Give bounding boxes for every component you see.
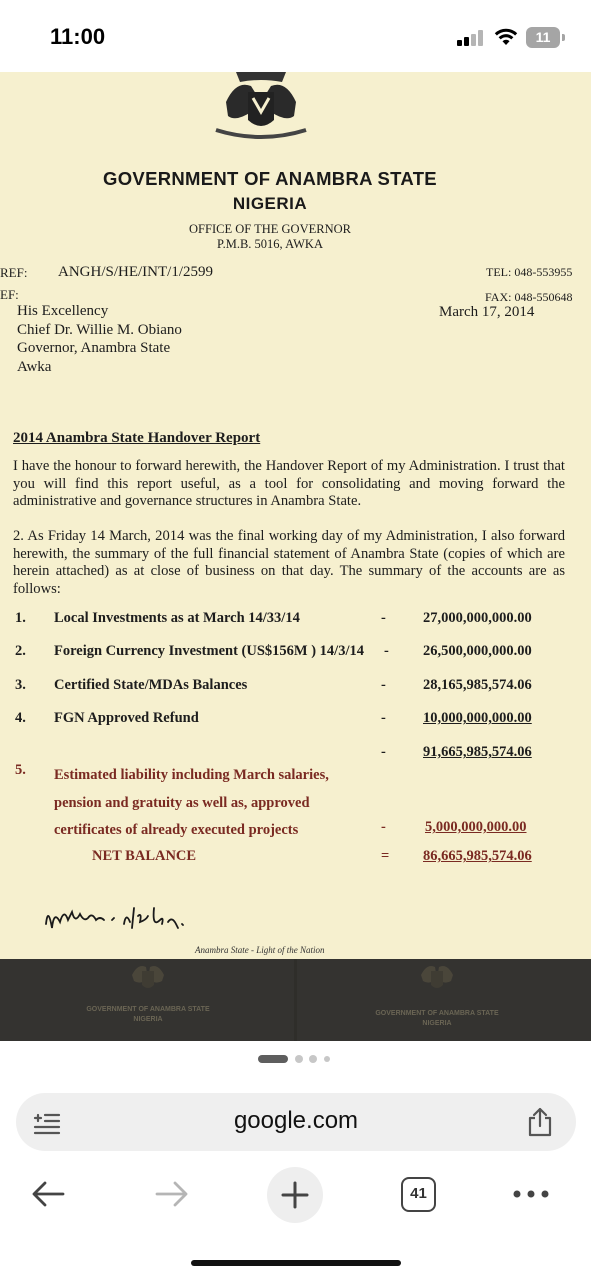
paragraph-1: I have the honour to forward herewith, the Handover Report of my Administration. I trust that you will find this report useful, as a tool for consolidating and moving forward the administrative and governance structures in Anambra State. [13, 458, 565, 509]
row-amount: 27,000,000,000.00 [423, 610, 532, 626]
cellular-signal-icon [457, 30, 485, 46]
url-text[interactable]: google.com [233, 1107, 359, 1134]
letterhead-title: GOVERNMENT OF ANAMBRA STATE [103, 168, 437, 189]
battery-tip [562, 34, 565, 41]
summary-row [0, 610, 591, 634]
fax: FAX: 048-550648 [485, 290, 573, 304]
office-address [0, 222, 540, 252]
row-label: FGN Approved Refund [54, 710, 199, 726]
summary-row [0, 643, 591, 667]
row-number: 3. [15, 677, 26, 693]
row-number: 1. [15, 610, 26, 626]
thumbnail-left-sub: NIGERIA [133, 1016, 163, 1023]
status-time: 11:00 [50, 24, 106, 49]
liability-number: 5. [15, 762, 26, 778]
handwritten-signature [42, 898, 222, 938]
tab-switcher-button[interactable]: 41 [401, 1177, 436, 1212]
row-amount: 26,500,000,000.00 [423, 643, 532, 659]
addressee-line: Governor, Anambra State [17, 340, 171, 356]
subtotal-dash: - [381, 744, 386, 760]
liability-amount: 5,000,000,000.00 [425, 819, 527, 835]
row-dash: - [381, 610, 386, 626]
net-balance-label: NET BALANCE [92, 848, 197, 864]
thumbnail-crest-icon [126, 961, 170, 995]
thumbnail-right-sub: NIGERIA [422, 1020, 452, 1027]
net-balance-sign: = [381, 848, 390, 864]
row-amount: 28,165,985,574.06 [423, 677, 532, 693]
page-dot[interactable] [309, 1055, 317, 1063]
more-options-icon[interactable] [512, 1188, 550, 1200]
office-line-2: P.M.B. 5016, AWKA [217, 237, 323, 251]
summary-row [0, 677, 591, 701]
thumbnail-left[interactable] [0, 959, 294, 1041]
page-dot-active[interactable] [258, 1055, 288, 1063]
back-arrow-icon[interactable] [30, 1180, 66, 1208]
telephone: TEL: 048-553955 [486, 265, 573, 279]
thumbnail-right-title: GOVERNMENT OF ANAMBRA STATE [375, 1010, 499, 1017]
addressee-line: His Excellency [17, 303, 109, 319]
home-indicator[interactable] [191, 1260, 401, 1266]
liability-line: Estimated liability including March salaries, [54, 767, 329, 783]
liability-line: certificates of already executed projects [54, 822, 299, 838]
coat-of-arms-icon [206, 72, 316, 148]
new-tab-button[interactable] [267, 1167, 323, 1223]
handover-letter-document[interactable] [0, 72, 591, 959]
row-number: 2. [15, 643, 26, 659]
footer-caption: Anambra State - Light of the Nation [195, 945, 325, 955]
address-bar[interactable] [16, 1093, 576, 1151]
battery-indicator: 11 [526, 27, 560, 48]
liability-line: pension and gratuity as well as, approved [54, 794, 310, 811]
image-thumbnail-strip[interactable] [0, 959, 591, 1041]
plus-icon [280, 1180, 310, 1210]
letter-date: March 17, 2014 [439, 304, 535, 320]
thumbnail-right[interactable] [297, 959, 591, 1041]
summary-row [0, 710, 591, 734]
thumbnail-left-title: GOVERNMENT OF ANAMBRA STATE [86, 1006, 210, 1013]
row-dash: - [381, 710, 386, 726]
addressee-line: Awka [17, 358, 52, 375]
net-balance-row [0, 848, 591, 872]
row-dash: - [381, 677, 386, 693]
wifi-icon [494, 27, 518, 47]
status-bar [0, 0, 591, 72]
liability-amount-row [0, 819, 591, 843]
thumbnail-crest-icon [415, 961, 459, 995]
row-label: Local Investments as at March 14/33/14 [54, 610, 300, 626]
ref-label: REF: [0, 265, 28, 280]
addressee-block [17, 302, 182, 376]
report-title: 2014 Anambra State Handover Report [13, 430, 261, 446]
ef-label: EF: [0, 287, 19, 302]
row-label: Certified State/MDAs Balances [54, 677, 248, 693]
row-dash: - [384, 643, 389, 659]
row-amount: 10,000,000,000.00 [423, 710, 532, 726]
subtotal-amount: 91,665,985,574.06 [423, 744, 532, 760]
office-line-1: OFFICE OF THE GOVERNOR [189, 222, 351, 236]
page-dot[interactable] [295, 1055, 303, 1063]
page-dot[interactable] [324, 1056, 330, 1062]
row-label: Foreign Currency Investment (US$156M ) 14/3/14 [54, 643, 364, 659]
row-number: 4. [15, 710, 26, 726]
net-balance-amount: 86,665,985,574.06 [423, 848, 532, 864]
liability-dash: - [381, 819, 386, 835]
ref-value: ANGH/S/HE/INT/1/2599 [58, 264, 213, 280]
forward-arrow-icon[interactable] [154, 1180, 190, 1208]
letterhead-country: NIGERIA [232, 194, 308, 213]
share-icon[interactable] [527, 1107, 553, 1137]
paragraph-2: 2. As Friday 14 March, 2014 was the final working day of my Administration, I also forward herewith, the summary of the full financial statement of Anambra State (copies of which are herein attached) as at close of business on that day. The summary of the accounts are as follows: [13, 528, 565, 597]
addressee-line: Chief Dr. Willie M. Obiano [17, 321, 182, 338]
